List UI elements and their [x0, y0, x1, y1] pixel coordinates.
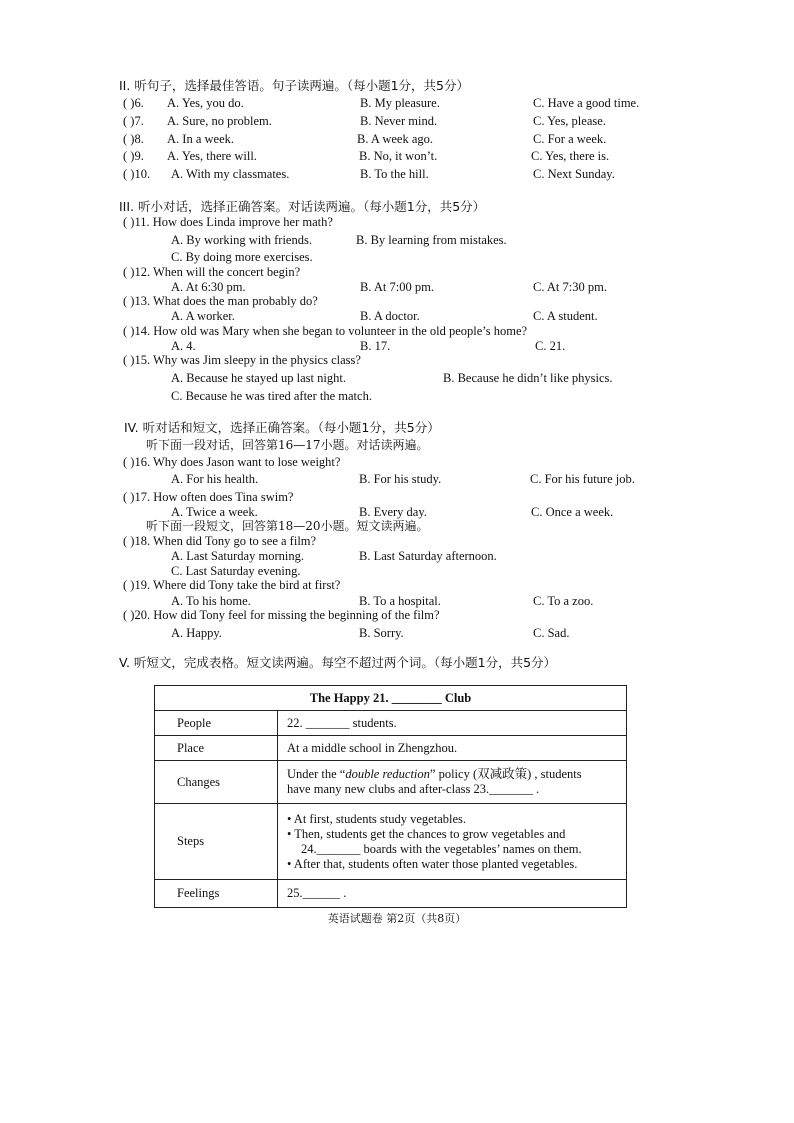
option-c: C. At 7:30 pm. [533, 280, 607, 294]
option-c: C. A student. [533, 309, 598, 323]
option-a: A. For his health. [171, 472, 259, 486]
option-c: C. By doing more exercises. [171, 250, 313, 264]
option-b: B. To the hill. [360, 167, 429, 181]
instruction-note: 听下面一段对话，回答第16—17小题。对话读两遍。 [146, 438, 429, 452]
question-stem: ( )15. Why was Jim sleepy in the physics class? [123, 353, 361, 367]
option-b: B. No, it won’t. [359, 149, 438, 163]
place-value: At a middle school in Zhengzhou. [278, 736, 627, 761]
option-a: A. Yes, there will. [167, 149, 257, 163]
option-b: B. For his study. [359, 472, 442, 486]
changes-text-line2: have many new clubs and after-class 23._______ . [287, 782, 540, 796]
option-c: C. 21. [535, 339, 566, 353]
question-stem: ( )13. What does the man probably do? [123, 294, 318, 308]
changes-value [278, 761, 627, 804]
question-number: ( )9. [123, 149, 144, 163]
section-3-heading: III. 听小对话，选择正确答案。对话读两遍。（每小题1分，共5分） [119, 199, 486, 214]
instruction-note: 听下面一段短文，回答第18—20小题。短文读两遍。 [146, 519, 429, 533]
option-b: B. Because he didn’t like physics. [443, 371, 613, 385]
option-b: B. My pleasure. [360, 96, 440, 110]
option-a: A. By working with friends. [171, 233, 312, 247]
table-title-prefix: The Happy 21. [309, 690, 392, 705]
option-a: A. Twice a week. [171, 505, 258, 519]
option-c: C. Once a week. [531, 505, 614, 519]
question-stem: ( )16. Why does Jason want to lose weight? [123, 455, 341, 469]
question-stem: ( )11. How does Linda improve her math? [123, 215, 333, 229]
option-a: A. Sure, no problem. [167, 114, 272, 128]
section-5-heading: V. 听短文，完成表格。短文读两遍。每空不超过两个词。（每小题1分，共5分） [119, 655, 557, 670]
option-c: C. To a zoo. [533, 594, 594, 608]
option-c: C. Next Sunday. [533, 167, 615, 181]
question-stem: ( )18. When did Tony go to see a film? [123, 534, 317, 548]
option-c: C. Yes, please. [533, 114, 606, 128]
step-item: • At first, students study vegetables. [287, 811, 467, 826]
question-number: ( )8. [123, 132, 144, 146]
step-text-continued: 24._______ boards with the vegetables’ names on them. [301, 841, 582, 856]
option-b: B. A doctor. [360, 309, 420, 323]
option-b: B. By learning from mistakes. [356, 233, 507, 247]
option-b: B. Every day. [359, 505, 427, 519]
option-b: B. 17. [360, 339, 391, 353]
people-value: 22. _______ students. [278, 711, 627, 736]
option-b: B. Last Saturday afternoon. [359, 549, 497, 563]
option-c: C. Sad. [533, 626, 570, 640]
option-a: A. Because he stayed up last night. [171, 371, 346, 385]
step-item [287, 827, 626, 857]
question-number: ( )10. [123, 167, 151, 181]
option-c: C. Last Saturday evening. [171, 564, 301, 578]
option-b: B. Sorry. [359, 626, 404, 640]
option-b: B. Never mind. [360, 114, 438, 128]
section-4-heading: IV. 听对话和短文，选择正确答案。（每小题1分，共5分） [124, 420, 440, 435]
step-text: • Then, students get the chances to grow vegetables and [287, 826, 566, 841]
people-label: People [155, 711, 278, 736]
option-a: A. Happy. [171, 626, 222, 640]
place-label: Place [155, 736, 278, 761]
page-footer: 英语试题卷 第2页（共8页） [327, 912, 467, 925]
option-c: C. For a week. [533, 132, 607, 146]
option-a: A. At 6:30 pm. [171, 280, 246, 294]
option-a: A. In a week. [167, 132, 234, 146]
feelings-label: Feelings [155, 880, 278, 908]
question-stem: ( )12. When will the concert begin? [123, 265, 301, 279]
changes-text-start: Under the “ [287, 767, 346, 781]
question-stem: ( )14. How old was Mary when she began to volunteer in the old people’s home? [123, 324, 528, 338]
option-a: A. Yes, you do. [167, 96, 244, 110]
option-b: B. A week ago. [357, 132, 434, 146]
section-2-heading: II. 听句子，选择最佳答语。句子读两遍。（每小题1分，共5分） [119, 78, 469, 93]
steps-label: Steps [155, 804, 278, 880]
option-b: B. To a hospital. [359, 594, 441, 608]
option-c: C. For his future job. [530, 472, 635, 486]
steps-value [278, 804, 627, 880]
question-stem: ( )17. How often does Tina swim? [123, 490, 294, 504]
question-stem: ( )19. Where did Tony take the bird at first? [123, 578, 341, 592]
table-title [155, 686, 627, 711]
question-number: ( )7. [123, 114, 144, 128]
option-c: C. Yes, there is. [531, 149, 610, 163]
question-number: ( )6. [123, 96, 144, 110]
table-title-suffix: Club [441, 690, 472, 705]
changes-text-end: ” policy (双减政策) , students [429, 767, 582, 781]
option-a: A. A worker. [171, 309, 235, 323]
step-item: • After that, students often water those planted vegetables. [287, 856, 578, 871]
feelings-value: 25.______ . [278, 880, 627, 908]
option-a: A. With my classmates. [171, 167, 290, 181]
table-title-blank: ________ [391, 690, 442, 705]
changes-label: Changes [155, 761, 278, 804]
option-b: B. At 7:00 pm. [360, 280, 434, 294]
option-c: C. Have a good time. [533, 96, 640, 110]
question-stem: ( )20. How did Tony feel for missing the beginning of the film? [123, 608, 440, 622]
changes-text-italic: double reduction [345, 767, 430, 781]
option-a: A. To his home. [171, 594, 251, 608]
option-a: A. 4. [171, 339, 196, 353]
option-c: C. Because he was tired after the match. [171, 389, 372, 403]
option-a: A. Last Saturday morning. [171, 549, 304, 563]
club-table [154, 685, 627, 908]
